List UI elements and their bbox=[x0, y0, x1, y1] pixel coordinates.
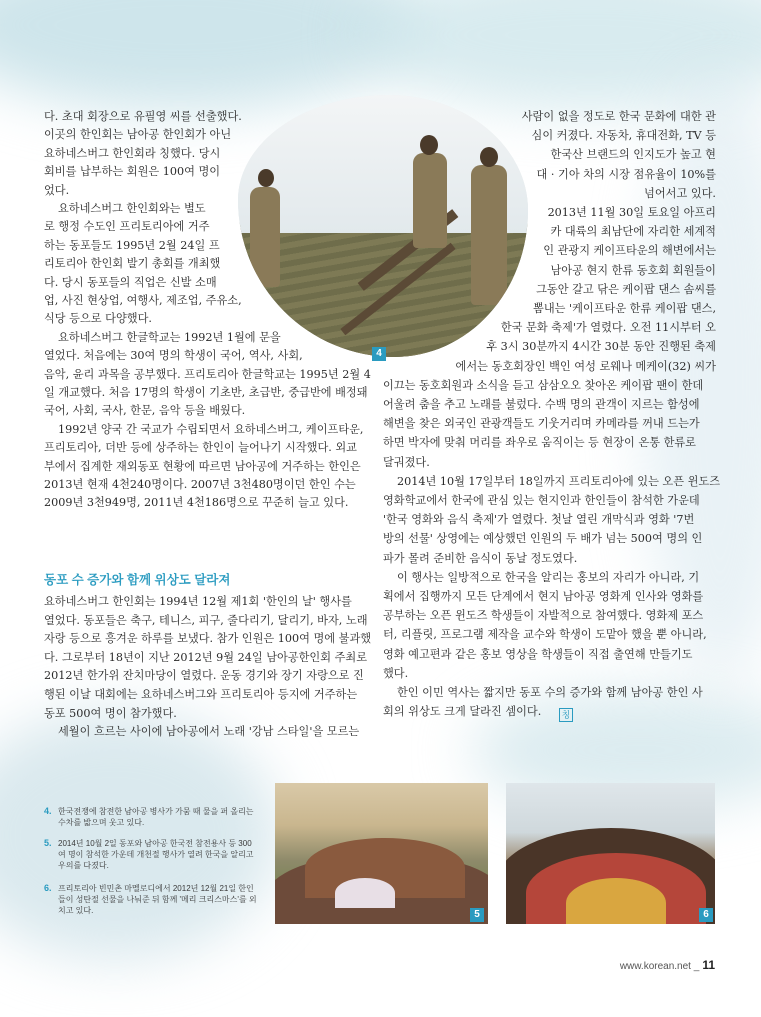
page-footer bbox=[620, 958, 715, 972]
article-text-line: 열었다. 처음에는 30여 명의 학생이 국어, 역사, 사회, bbox=[44, 349, 303, 363]
photo-national-foundation-day bbox=[275, 783, 488, 924]
article-text-line: 심이 커졌다. 자동차, 휴대전화, TV 등 bbox=[531, 129, 716, 143]
background-wash bbox=[0, 0, 420, 110]
photo-hanbok bbox=[335, 878, 395, 908]
article-text-line: 회의 위상도 크게 달라진 셈이다. bbox=[383, 705, 542, 719]
caption-number: 5. bbox=[44, 838, 52, 848]
article-text-line: 했다. bbox=[383, 666, 409, 680]
caption-number: 6. bbox=[44, 883, 52, 893]
article-text-line: 에서는 동호회장인 백인 여성 로웨나 메케이(32) 씨가 bbox=[455, 359, 716, 373]
article-text-line: 음악, 윤리 과목을 공부했다. 프리토리아 한글학교는 1995년 2월 4 bbox=[44, 367, 371, 381]
article-text-line: 2014년 10월 17일부터 18일까지 프리토리아에 있는 오픈 윈도즈 bbox=[397, 474, 721, 488]
page-number: 11 bbox=[702, 958, 715, 972]
article-text-line: 1992년 양국 간 국교가 수립되면서 요하네스버그, 케이프타운, bbox=[58, 422, 364, 436]
article-text-line: 인 관광지 케이프타운의 해변에서는 bbox=[543, 244, 716, 258]
article-text-line: 식당 등으로 다양했다. bbox=[44, 312, 152, 326]
article-text-line: 한국 문화 축제'가 열렸다. 오전 11시부터 오 bbox=[500, 321, 716, 335]
article-text-line: 달궈졌다. bbox=[383, 455, 430, 469]
article-text-line: 리토리아 한인회 발기 총회를 개최했 bbox=[44, 257, 221, 271]
caption-text: 한국전쟁에 참전한 남아공 병사가 가뭄 때 물을 퍼 올리는 수차를 밟으며 웃고 있다. bbox=[58, 807, 254, 827]
article-text-line: 요하네스버그 한인회는 1994년 12월 제1회 '한인의 날' 행사를 bbox=[44, 595, 352, 608]
article-text-line: 터, 리플릿, 프로그램 제작을 교수와 학생이 도맡아 했을 뿐 아니라, bbox=[383, 628, 707, 642]
article-text-line: 이 행사는 일방적으로 한국을 알리는 홍보의 자리가 아니라, 기 bbox=[397, 570, 700, 584]
article-text-line: 획에서 집행까지 모든 단계에서 현지 남아공 영화계 인사와 영화를 bbox=[383, 590, 704, 603]
article-text-line: 2013년 현재 4천240명이다. 2007년 3천480명이던 한인 수는 bbox=[44, 478, 356, 491]
article-text-line: '한국 영화와 음식 축제'가 열렸다. 첫날 열린 개막식과 영화 '7번 bbox=[383, 513, 695, 527]
article-text-line: 어울려 춤을 추고 노래를 불렀다. 수백 명의 관객이 지르는 함성에 bbox=[383, 398, 700, 411]
article-text-line: 이곳의 한인회는 남아공 한인회가 아닌 bbox=[44, 128, 232, 142]
article-text-line: 다. 초대 회장으로 유필영 씨를 선출했다. bbox=[44, 110, 242, 123]
article-text-line: 요하네스버그 한인회와는 별도 bbox=[58, 202, 206, 215]
article-text-line: 파가 몰려 준비한 음식이 동날 정도였다. bbox=[383, 551, 578, 565]
caption-text: 2014년 10월 2일 동포와 남아공 한국전 참전용사 등 300여 명이 참석한 가운데 개천절 행사가 열려 한국을 알리고 우의를 다졌다. bbox=[58, 839, 254, 870]
photo-mamelodi-christmas bbox=[506, 783, 715, 924]
article-text-line: 영화학교에서 한국에 관심 있는 현지인과 한인들이 참석한 가운데 bbox=[383, 494, 700, 507]
article-text-line: 뽐내는 '케이프타운 한류 케이팝 댄스, bbox=[533, 302, 716, 315]
article-text-line: 해변을 찾은 외국인 관광객들도 기웃거리며 카메라를 꺼내 드는가 bbox=[383, 417, 700, 431]
article-text-line: 후 3시 30분까지 4시간 30분 동안 진행된 축제 bbox=[486, 340, 716, 354]
article-text-line: 하면 박자에 맞춰 머리를 좌우로 움직이는 등 현장이 온통 한류로 bbox=[383, 436, 696, 450]
article-text-line: 회비를 납부하는 회원은 100여 명이 bbox=[44, 165, 221, 179]
article-text-line: 업, 사진 현상업, 여행사, 제조업, 주유소, bbox=[44, 294, 242, 307]
article-text-line: 사람이 없을 정도로 한국 문화에 대한 관 bbox=[521, 110, 716, 123]
article-text-line: 행된 이날 대회에는 요하네스버그와 프리토리아 등지에 거주하는 bbox=[44, 688, 358, 701]
footer-url: www.korean.net _ bbox=[619, 961, 700, 972]
background-wash bbox=[0, 710, 280, 960]
article-text-line: 2009년 3천949명, 2011년 4천186명으로 꾸준히 늘고 있다. bbox=[44, 496, 349, 510]
article-text-line: 방의 선물' 상영에는 예상했던 인원의 두 배가 넘는 500여 명의 인 bbox=[383, 532, 703, 546]
article-text-line: 다. 당시 동포들의 직업은 신발 소매 bbox=[44, 275, 217, 289]
article-text-line: 었다. bbox=[44, 183, 70, 197]
article-text-line: 프리토리아, 더반 등에 상주하는 한인이 늘어나기 시작했다. 외교 bbox=[44, 441, 357, 455]
caption-text: 프리토리아 빈민촌 마멜로디에서 2012년 12월 21일 한인들이 성탄절 선물을 나눠준 뒤 함께 '메리 크리스마스'를 외치고 있다. bbox=[58, 884, 257, 915]
article-text-line: 하는 동포들도 1995년 2월 24일 프 bbox=[44, 238, 220, 252]
photo-crowd bbox=[566, 878, 666, 924]
article-text-line: 다. 그로부터 18년이 지난 2012년 9월 24일 남아공한인회 주최로 bbox=[44, 650, 368, 664]
article-text-line: 카 대륙의 최남단에 자리한 세계적 bbox=[550, 225, 716, 239]
article-text-line: 열었다. 동포들은 축구, 테니스, 피구, 줄다리기, 달리기, 바자, 노래 bbox=[44, 613, 368, 627]
end-mark-icon: 칭 bbox=[559, 708, 573, 722]
article-text-line: 한인 이민 역사는 짧지만 동포 수의 증가와 함께 남아공 한인 사 bbox=[397, 686, 703, 699]
article-text-line: 자랑 등으로 흥겨운 하루를 보냈다. 참가 인원은 100여 명에 불과했 bbox=[44, 632, 372, 646]
article-text-line: 그동안 갈고 닦은 케이팝 댄스 솜씨를 bbox=[536, 282, 716, 296]
article-text-line: 요하네스버그 한인회라 칭했다. 당시 bbox=[44, 146, 221, 160]
article-text-line: 2012년 한가위 잔치마당이 열렸다. 운동 경기와 장기 자랑으로 진 bbox=[44, 669, 364, 683]
article-text-line: 국어, 사회, 국사, 한문, 음악 등을 배웠다. bbox=[44, 404, 246, 418]
article-text-line: 로 행정 수도인 프리토리아에 거주 bbox=[44, 220, 210, 234]
caption-6 bbox=[44, 883, 259, 916]
article-text-line: 일 개교했다. 처음 17명의 학생이 기초반, 초급반, 중급반에 배정돼 bbox=[44, 386, 368, 399]
article-text-line: 동포 500여 명이 참가했다. bbox=[44, 706, 177, 720]
caption-4 bbox=[44, 806, 259, 828]
article-text-line: 요하네스버그 한글학교는 1992년 1월에 문을 bbox=[58, 330, 281, 344]
article-text-line: 이끄는 동호회원과 소식을 듣고 삼삼오오 찾아온 케이팝 팬이 한데 bbox=[383, 378, 704, 392]
section-heading: 동포 수 증가와 함께 위상도 달라져 bbox=[44, 573, 231, 587]
photo-number-badge: 6 bbox=[699, 908, 713, 922]
article-text-line: 대 · 기아 차의 시장 점유율이 10%를 bbox=[536, 167, 716, 181]
caption-number: 4. bbox=[44, 806, 52, 816]
article-text-line: 2013년 11월 30일 토요일 아프리 bbox=[547, 206, 716, 219]
photo-number-badge: 5 bbox=[470, 908, 484, 922]
photo-number-badge: 4 bbox=[372, 347, 386, 361]
article-text-line: 세월이 흐르는 사이에 남아공에서 노래 '강남 스타일'을 모르는 bbox=[58, 725, 360, 739]
article-text-line: 남아공 현지 한류 동호회 회원들이 bbox=[550, 263, 716, 277]
caption-5 bbox=[44, 838, 259, 871]
article-text-line: 공부하는 오픈 윈도즈 학생들이 자발적으로 참여했다. 영화제 포스 bbox=[383, 609, 704, 623]
article-text-line: 넘어서고 있다. bbox=[644, 186, 716, 200]
article-text-line: 한국산 브랜드의 인지도가 높고 현 bbox=[550, 148, 716, 162]
article-text-line: 부에서 집계한 재외동포 현황에 따르면 남아공에 거주하는 한인은 bbox=[44, 459, 361, 473]
article-text-line: 영화 예고편과 같은 홍보 영상을 학생들이 직접 출연해 만들기도 bbox=[383, 647, 693, 661]
